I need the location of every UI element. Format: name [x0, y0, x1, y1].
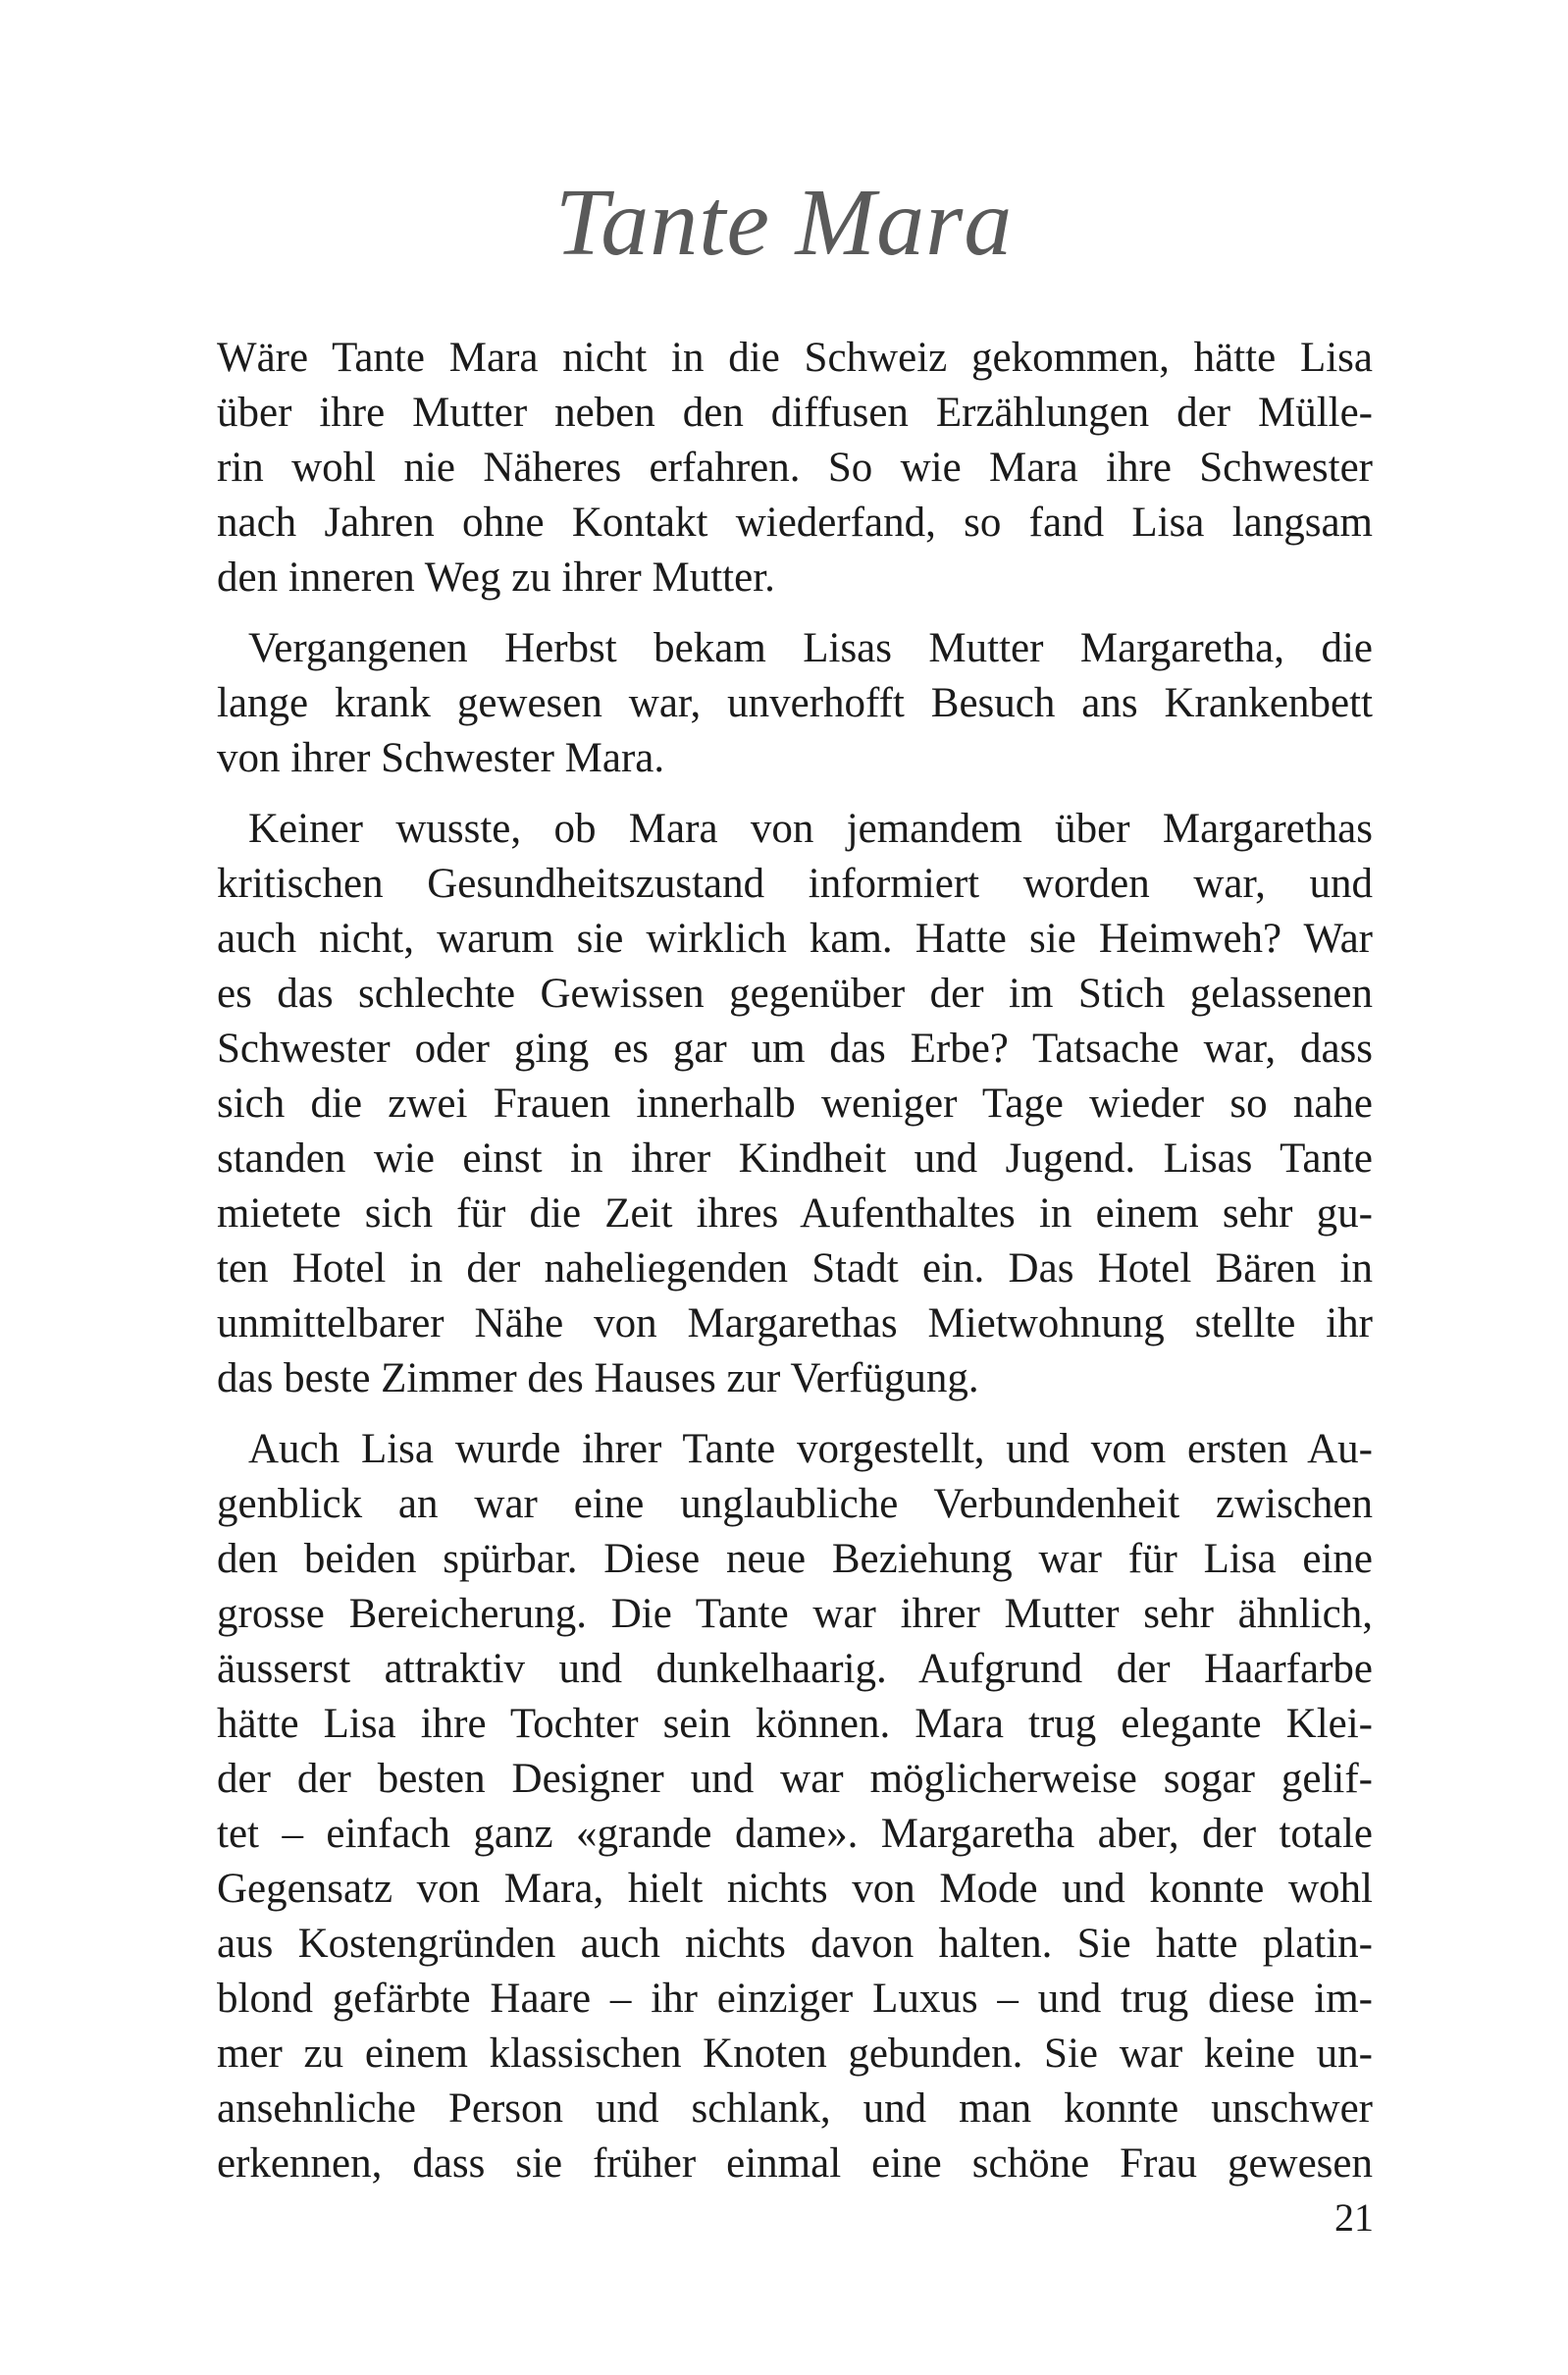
text-line: nach Jahren ohne Kontakt wiederfand, so fand Lisa langsam: [217, 500, 1373, 546]
text-line: standen wie einst in ihrer Kindheit und Jugend. Lisas Tante: [217, 1135, 1373, 1182]
text-line: ten Hotel in der naheliegenden Stadt ein. Das Hotel Bären in: [217, 1245, 1373, 1292]
text-line: sich die zwei Frauen innerhalb weniger Tage wieder so nahe: [217, 1081, 1373, 1127]
text-line: tet – einfach ganz «grande dame». Margaretha aber, der totale: [217, 1811, 1373, 1857]
text-line: es das schlechte Gewissen gegenüber der im Stich gelassenen: [217, 971, 1373, 1017]
text-line: Vergangenen Herbst bekam Lisas Mutter Margaretha, die: [248, 625, 1373, 671]
text-line: genblick an war eine unglaubliche Verbundenheit zwischen: [217, 1481, 1373, 1527]
page-number: 21: [1334, 2195, 1374, 2240]
text-line: ansehnliche Person und schlank, und man konnte unschwer: [217, 2085, 1373, 2132]
text-line: aus Kostengründen auch nichts davon halten. Sie hatte platin-: [217, 1921, 1373, 1967]
text-line: äusserst attraktiv und dunkelhaarig. Aufgrund der Haarfarbe: [217, 1646, 1373, 1692]
paragraph-1: [217, 331, 1373, 606]
text-line: Auch Lisa wurde ihrer Tante vorgestellt, und vom ersten Au-: [248, 1426, 1373, 1472]
paragraph-3: [217, 802, 1373, 1406]
text-line: rin wohl nie Näheres erfahren. So wie Mara ihre Schwester: [217, 445, 1373, 491]
text-line: erkennen, dass sie früher einmal eine schöne Frau gewesen: [217, 2140, 1373, 2187]
chapter-title: Tante Mara: [554, 170, 1014, 276]
text-line: Keiner wusste, ob Mara von jemandem über Margarethas: [248, 806, 1373, 852]
text-line: den inneren Weg zu ihrer Mutter.: [217, 554, 775, 601]
paragraph-4: [217, 1422, 1373, 2191]
text-line: das beste Zimmer des Hauses zur Verfügung.: [217, 1355, 979, 1401]
text-line: unmittelbarer Nähe von Margarethas Mietwohnung stellte ihr: [217, 1300, 1373, 1346]
text-line: von ihrer Schwester Mara.: [217, 735, 665, 781]
text-line: grosse Bereicherung. Die Tante war ihrer Mutter sehr ähnlich,: [217, 1591, 1373, 1637]
text-line: Wäre Tante Mara nicht in die Schweiz gekommen, hätte Lisa: [217, 335, 1373, 381]
text-line: kritischen Gesundheitszustand informiert worden war, und: [217, 861, 1373, 907]
body-text: [217, 331, 1373, 2207]
text-line: blond gefärbte Haare – ihr einziger Luxus – und trug diese im-: [217, 1976, 1373, 2022]
text-line: Schwester oder ging es gar um das Erbe? Tatsache war, dass: [217, 1026, 1373, 1072]
text-line: auch nicht, warum sie wirklich kam. Hatte sie Heimweh? War: [217, 916, 1373, 962]
text-line: Gegensatz von Mara, hielt nichts von Mode und konnte wohl: [217, 1866, 1373, 1912]
text-line: mietete sich für die Zeit ihres Aufenthaltes in einem sehr gu-: [217, 1190, 1373, 1237]
text-line: den beiden spürbar. Diese neue Beziehung war für Lisa eine: [217, 1536, 1373, 1582]
text-line: über ihre Mutter neben den diffusen Erzählungen der Mülle-: [217, 390, 1373, 436]
text-line: lange krank gewesen war, unverhofft Besuch ans Krankenbett: [217, 680, 1373, 726]
text-line: hätte Lisa ihre Tochter sein können. Mara trug elegante Klei-: [217, 1701, 1373, 1747]
text-line: der der besten Designer und war möglicherweise sogar gelif-: [217, 1756, 1373, 1802]
paragraph-2: [217, 621, 1373, 786]
text-line: mer zu einem klassischen Knoten gebunden. Sie war keine un-: [217, 2031, 1373, 2077]
